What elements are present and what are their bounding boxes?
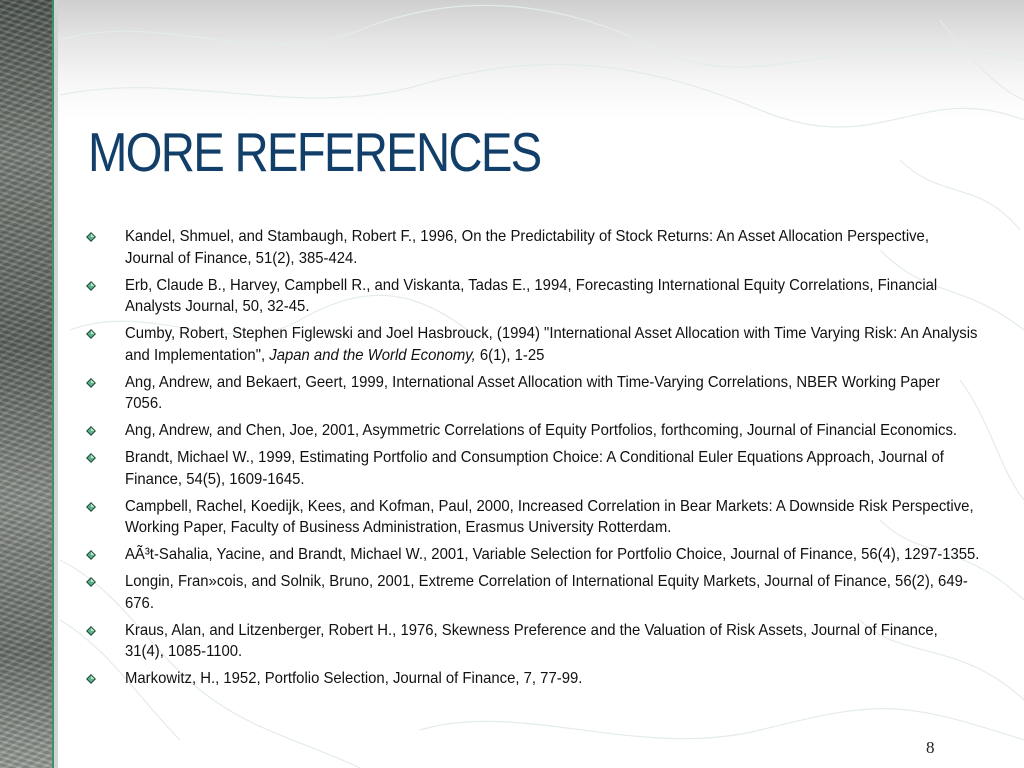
green-diamond-bullet-icon (86, 232, 96, 242)
reference-main-text: Kandel, Shmuel, and Stambaugh, Robert F., 1996, On the Predictability of Stock Returns: An Asset Allocation Perspective, Journal of Finance, 51(2), 385-424. (125, 228, 929, 267)
left-map-strip (0, 0, 58, 768)
reference-item (82, 323, 978, 366)
reference-journal-italic: Japan and the World Economy, (269, 346, 476, 364)
reference-list (82, 226, 980, 695)
reference-item (82, 571, 968, 614)
reference-item (82, 420, 958, 442)
reference-main-text: Longin, Fran»cois, and Solnik, Bruno, 2001, Extreme Correlation of International Equity Markets, Journal of Finance, 56(2), 649-676. (125, 573, 968, 612)
reference-text (125, 496, 981, 539)
reference-main-text: Cumby, Robert, Stephen Figlewski and Joel Hasbrouck, (1994) "International Asset Allocation with Time Varying Risk: An Analysis and Implementation", (125, 325, 978, 364)
reference-main-text: Markowitz, H., 1952, Portfolio Selection, Journal of Finance, 7, 77-99. (125, 670, 583, 687)
reference-text (125, 447, 981, 490)
green-diamond-bullet-icon (86, 577, 96, 587)
reference-text (125, 275, 981, 318)
reference-main-text: Brandt, Michael W., 1999, Estimating Portfolio and Consumption Choice: A Conditional Euler Equations Approach, Journal of Finance, 54(5), 1609-1645. (125, 449, 944, 488)
green-diamond-bullet-icon (86, 453, 96, 463)
green-diamond-bullet-icon (86, 502, 96, 512)
reference-main-text: Kraus, Alan, and Litzenberger, Robert H., 1976, Skewness Preference and the Valuation of Risk Assets, Journal of Finance, 31(4), 1085-1100. (125, 621, 938, 660)
green-diamond-bullet-icon (86, 281, 96, 291)
reference-main-text: Ang, Andrew, and Bekaert, Geert, 1999, International Asset Allocation with Time-Varying Correlations, NBER Working Paper 7056. (125, 373, 940, 412)
reference-item (82, 668, 942, 690)
reference-text (125, 544, 981, 566)
reference-main-text: Campbell, Rachel, Koedijk, Kees, and Kofman, Paul, 2000, Increased Correlation in Bear Markets: A Downside Risk Perspective, Working Paper, Faculty of Business Administration, Erasmus University Rotterdam. (125, 497, 974, 536)
left-strip-edge (52, 0, 58, 768)
reference-item (82, 447, 942, 490)
reference-text (125, 372, 981, 415)
green-diamond-bullet-icon (86, 674, 96, 684)
page-number: 8 (926, 738, 935, 757)
reference-item (82, 226, 942, 269)
reference-item (82, 620, 942, 663)
reference-main-text: AÃ³t-Sahalia, Yacine, and Brandt, Michael W., 2001, Variable Selection for Portfolio Choice, Journal of Finance, 56(4), 1297-1355. (125, 546, 980, 563)
reference-item (82, 544, 980, 566)
reference-main-text: Erb, Claude B., Harvey, Campbell R., and Viskanta, Tadas E., 1994, Forecasting International Equity Correlations, Financial Analysts Journal, 50, 32-45. (125, 276, 938, 315)
green-diamond-bullet-icon (86, 378, 96, 388)
reference-item (82, 496, 974, 539)
green-diamond-bullet-icon (86, 329, 96, 339)
slide-title: MORE REFERENCES (88, 121, 541, 183)
reference-main-text: Ang, Andrew, and Chen, Joe, 2001, Asymmetric Correlations of Equity Portfolios, forthcoming, Journal of Financial Economics. (125, 422, 958, 439)
reference-tail-text: 6(1), 1-25 (475, 346, 545, 364)
green-diamond-bullet-icon (86, 426, 96, 436)
reference-text (125, 620, 981, 663)
reference-text (125, 420, 981, 442)
reference-text (125, 668, 981, 690)
reference-item (82, 275, 942, 318)
green-diamond-bullet-icon (86, 550, 96, 560)
reference-text (125, 226, 981, 269)
reference-item (82, 372, 942, 415)
reference-text (125, 323, 981, 366)
reference-text (125, 571, 981, 614)
green-diamond-bullet-icon (86, 626, 96, 636)
